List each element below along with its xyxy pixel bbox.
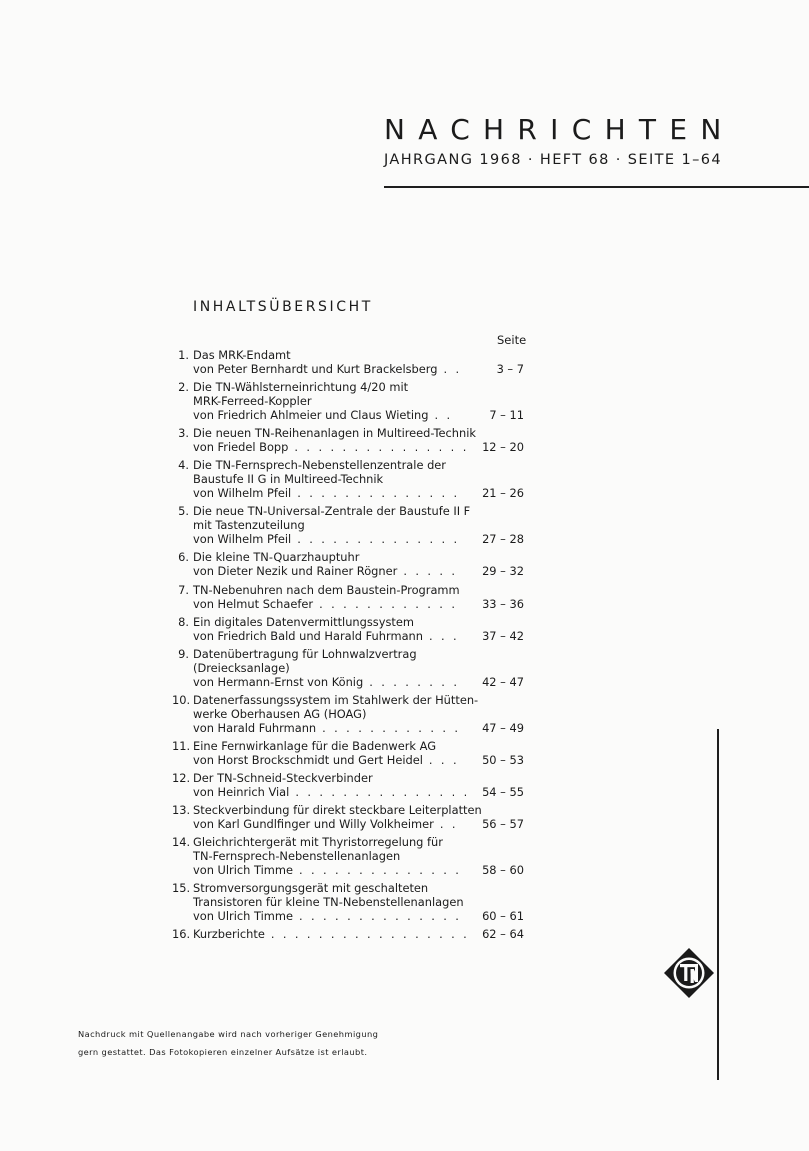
- toc-entry: [172, 615, 528, 643]
- toc-entry-number: 16.: [172, 927, 191, 942]
- toc-entry-text: von Peter Bernhardt und Kurt Brackelsberg: [193, 362, 438, 376]
- toc-leader-dots: ..............: [298, 909, 468, 924]
- toc-entry: [172, 693, 528, 735]
- toc-leader-dots: ............: [322, 720, 467, 735]
- tn-logo-icon: [663, 947, 715, 999]
- toc-entry-text: von Karl Gundlfinger und Willy Volkheimer: [193, 817, 434, 832]
- toc-entry-text: MRK-Ferreed-Koppler: [193, 394, 312, 409]
- toc-entry-text: von Hermann-Ernst von König: [193, 674, 364, 689]
- toc-entry-text: (Dreiecksanlage): [193, 660, 290, 675]
- toc-entry-number: 14.: [172, 835, 191, 850]
- toc-entry-pages: 50 – 53: [482, 752, 524, 767]
- toc-leader-dots: ..............: [297, 486, 466, 501]
- seite-column-label: Seite: [497, 333, 527, 347]
- toc-entry: [172, 739, 528, 767]
- toc-leader-dots: ........: [369, 674, 466, 689]
- toc-leader-dots: ...: [428, 752, 465, 767]
- toc-entry-pages: 58 – 60: [482, 863, 524, 878]
- toc-entry-text: mit Tastenzuteilung: [193, 518, 305, 533]
- toc-entry-text: von Friedel Bopp: [193, 440, 289, 455]
- toc-entry-number: 1.: [178, 348, 189, 362]
- toc-entry: [172, 881, 528, 923]
- toc-entry: [172, 426, 528, 454]
- toc-entry-text: Eine Fernwirkanlage für die Badenwerk AG: [193, 738, 437, 753]
- toc-heading: INHALTSÜBERSICHT: [193, 299, 373, 315]
- toc-entry-number: 2.: [178, 380, 189, 395]
- toc-entry-text: von Ulrich Timme: [193, 863, 293, 878]
- toc-entry-number: 6.: [178, 550, 189, 565]
- toc-entry-text: TN-Nebenuhren nach dem Baustein-Programm: [193, 582, 460, 597]
- toc-entry-pages: 60 – 61: [482, 909, 524, 924]
- toc-entry-number: 4.: [178, 458, 189, 473]
- toc-entry-pages: 47 – 49: [482, 720, 524, 735]
- toc-entry-pages: 37 – 42: [482, 628, 524, 643]
- toc-entry: [172, 583, 528, 611]
- toc-entry-text: Der TN-Schneid-Steckverbinder: [193, 771, 373, 786]
- toc-entry-pages: 33 – 36: [482, 596, 524, 611]
- toc-entry-text: Datenübertragung für Lohnwalzvertrag: [193, 646, 417, 661]
- toc-leader-dots: ..............: [297, 532, 466, 547]
- toc-entry-text: Das MRK-Endamt: [193, 348, 291, 362]
- toc-entry-number: 10.: [172, 692, 191, 707]
- toc-entry-number: 11.: [172, 738, 191, 753]
- toc-entry: [172, 458, 528, 500]
- toc-entry-text: Transistoren für kleine TN-Nebenstellenanlagen: [193, 895, 464, 910]
- toc-entry: [172, 771, 528, 799]
- toc-entry-number: 13.: [172, 803, 191, 818]
- toc-leader-dots: ..: [439, 817, 464, 832]
- toc-entry: [172, 504, 528, 546]
- toc-entry-text: von Friedrich Bald und Harald Fuhrmann: [193, 628, 423, 643]
- toc-entry-text: von Wilhelm Pfeil: [193, 486, 292, 501]
- toc-entry-pages: 7 – 11: [489, 408, 524, 423]
- page-title: NACHRICHTEN: [384, 113, 735, 146]
- toc-entry-text: von Heinrich Vial: [193, 785, 290, 800]
- toc-entry-pages: 27 – 28: [482, 532, 524, 547]
- toc-entry-number: 12.: [172, 771, 191, 786]
- toc-entry-text: Die neue TN-Universal-Zentrale der Baustufe II F: [193, 504, 471, 519]
- header-rule: [384, 186, 809, 188]
- toc-entry-text: Kurzberichte: [193, 927, 265, 942]
- copyright-line-2: gern gestattet. Das Fotokopieren einzelner Aufsätze ist erlaubt.: [78, 1047, 368, 1057]
- toc-entry-text: von Ulrich Timme: [193, 909, 293, 924]
- toc-entry-pages: 3 – 7: [496, 362, 524, 376]
- toc-entry-text: Datenerfassungssystem im Stahlwerk der Hütten-: [193, 692, 479, 707]
- toc-entry-pages: 12 – 20: [482, 440, 524, 455]
- toc-entry-text: von Helmut Schaefer: [193, 596, 314, 611]
- toc-leader-dots: .................: [270, 927, 476, 942]
- toc-entry-text: von Friedrich Ahlmeier und Claus Wieting: [193, 408, 429, 423]
- table-of-contents: [172, 348, 528, 946]
- copyright-line-1: Nachdruck mit Quellenangabe wird nach vorheriger Genehmigung: [78, 1029, 379, 1039]
- toc-entry: [172, 380, 528, 422]
- page-subtitle: JAHRGANG 1968 · HEFT 68 · SEITE 1–64: [384, 152, 722, 168]
- toc-entry-text: Steckverbindung für direkt steckbare Leiterplatten: [193, 803, 482, 818]
- toc-entry-text: von Wilhelm Pfeil: [193, 532, 292, 547]
- toc-entry-text: von Horst Brockschmidt und Gert Heidel: [193, 752, 423, 767]
- toc-entry-number: 3.: [178, 426, 189, 441]
- toc-leader-dots: ..: [434, 408, 459, 423]
- toc-entry-text: Ein digitales Datenvermittlungssystem: [193, 614, 414, 629]
- toc-entry-text: Die TN-Fernsprech-Nebenstellenzentrale der: [193, 458, 446, 473]
- toc-entry-number: 15.: [172, 881, 191, 896]
- toc-leader-dots: .....: [403, 564, 464, 579]
- toc-leader-dots: ..: [443, 362, 468, 376]
- toc-entry: [172, 803, 528, 831]
- toc-entry-text: Die TN-Wählsterneinrichtung 4/20 mit: [193, 380, 409, 395]
- toc-entry-text: Die neuen TN-Reihenanlagen in Multireed-Technik: [193, 426, 476, 441]
- toc-leader-dots: ...............: [294, 440, 475, 455]
- toc-leader-dots: ...: [429, 628, 466, 643]
- toc-entry-text: von Harald Fuhrmann: [193, 720, 317, 735]
- vertical-rule: [717, 729, 719, 1080]
- toc-entry-pages: 21 – 26: [482, 486, 524, 501]
- toc-entry-pages: 42 – 47: [482, 674, 524, 689]
- toc-leader-dots: ..............: [298, 863, 468, 878]
- toc-entry-number: 9.: [178, 646, 189, 661]
- toc-entry: [172, 647, 528, 689]
- toc-entry-pages: 62 – 64: [482, 927, 524, 942]
- toc-entry-number: 8.: [178, 614, 189, 629]
- toc-entry-pages: 56 – 57: [482, 817, 524, 832]
- toc-entry-text: TN-Fernsprech-Nebenstellenanlagen: [193, 849, 401, 864]
- toc-entry: [172, 835, 528, 877]
- toc-entry-pages: 29 – 32: [482, 564, 524, 579]
- toc-entry-number: 5.: [178, 504, 189, 519]
- copyright-notice: [78, 1025, 378, 1061]
- toc-entry-pages: 54 – 55: [482, 785, 524, 800]
- toc-entry-number: 7.: [178, 582, 189, 597]
- toc-entry-text: Die kleine TN-Quarzhauptuhr: [193, 550, 360, 565]
- toc-entry: [172, 550, 528, 578]
- toc-entry-text: werke Oberhausen AG (HOAG): [193, 706, 367, 721]
- toc-entry-text: Baustufe II G in Multireed-Technik: [193, 472, 384, 487]
- toc-entry-text: von Dieter Nezik und Rainer Rögner: [193, 564, 398, 579]
- toc-entry: [172, 927, 528, 941]
- toc-entry-text: Gleichrichtergerät mit Thyristorregelung für: [193, 835, 443, 850]
- toc-leader-dots: ...............: [295, 785, 476, 800]
- toc-leader-dots: ............: [319, 596, 464, 611]
- toc-entry-text: Stromversorgungsgerät mit geschalteten: [193, 881, 429, 896]
- toc-entry: [172, 348, 528, 376]
